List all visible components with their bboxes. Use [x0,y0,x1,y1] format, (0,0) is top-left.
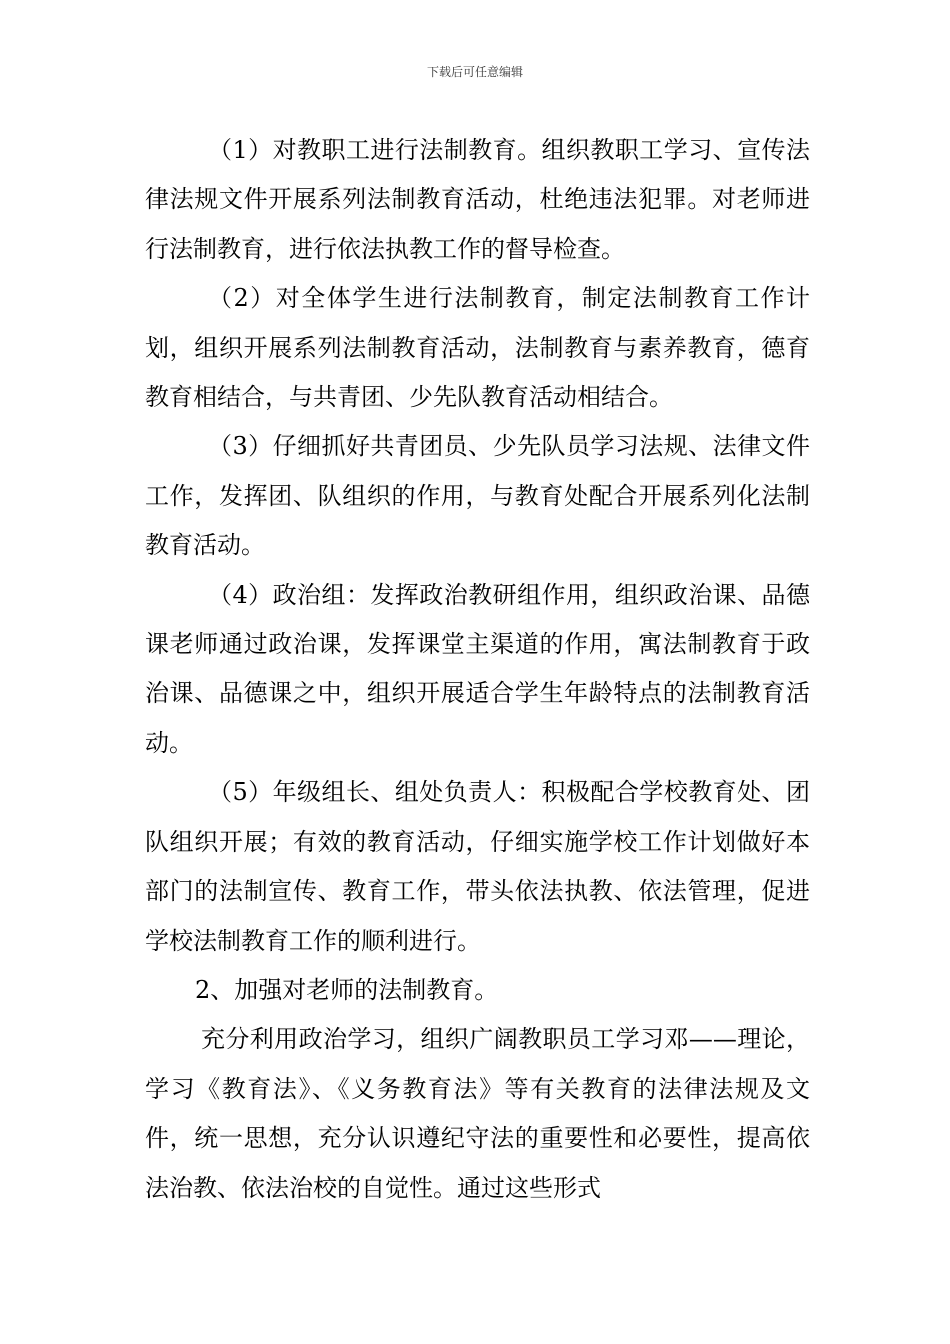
page-header: 下载后可任意编辑 [426,65,523,79]
paragraph-3: （3）仔细抓好共青团员、少先队员学习法规、法律文件工作，发挥团、队组织的作用，与教育处配合开展系列化法制教育活动。 [145,432,810,560]
paragraph-4: （4）政治组：发挥政治教研组作用，组织政治课、品德课老师通过政治课，发挥课堂主渠道的作用，寓法制教育于政治课、品德课之中，组织开展适合学生年龄特点的法制教育活动。 [145,580,810,757]
paragraph-1: （1）对教职工进行法制教育。组织教职工学习、宣传法律法规文件开展系列法制教育活动，杜绝违法犯罪。对老师进行法制教育，进行依法执教工作的督导检查。 [145,136,810,263]
paragraph-2: （2）对全体学生进行法制教育，制定法制教育工作计划，组织开展系列法制教育活动，法制教育与素养教育，德育教育相结合，与共青团、少先队教育活动相结合。 [145,284,810,412]
section-heading-2: 2、加强对老师的法制教育。 [195,975,499,1004]
paragraph-6: 充分利用政治学习，组织广阔教职员工学习邓——理论，学习《教育法》、《义务教育法》等有关教育的法律法规及文件，统一思想，充分认识遵纪守法的重要性和必要性，提高依法治教、依法治校的自觉性。通过这些形式 [145,1025,810,1202]
document-body [145,126,810,1213]
paragraph-5: （5）年级组长、组处负责人：积极配合学校教育处、团队组织开展；有效的教育活动，仔细实施学校工作计划做好本部门的法制宣传、教育工作，带头依法执教、依法管理，促进学校法制教育工作的顺利进行。 [145,778,810,955]
